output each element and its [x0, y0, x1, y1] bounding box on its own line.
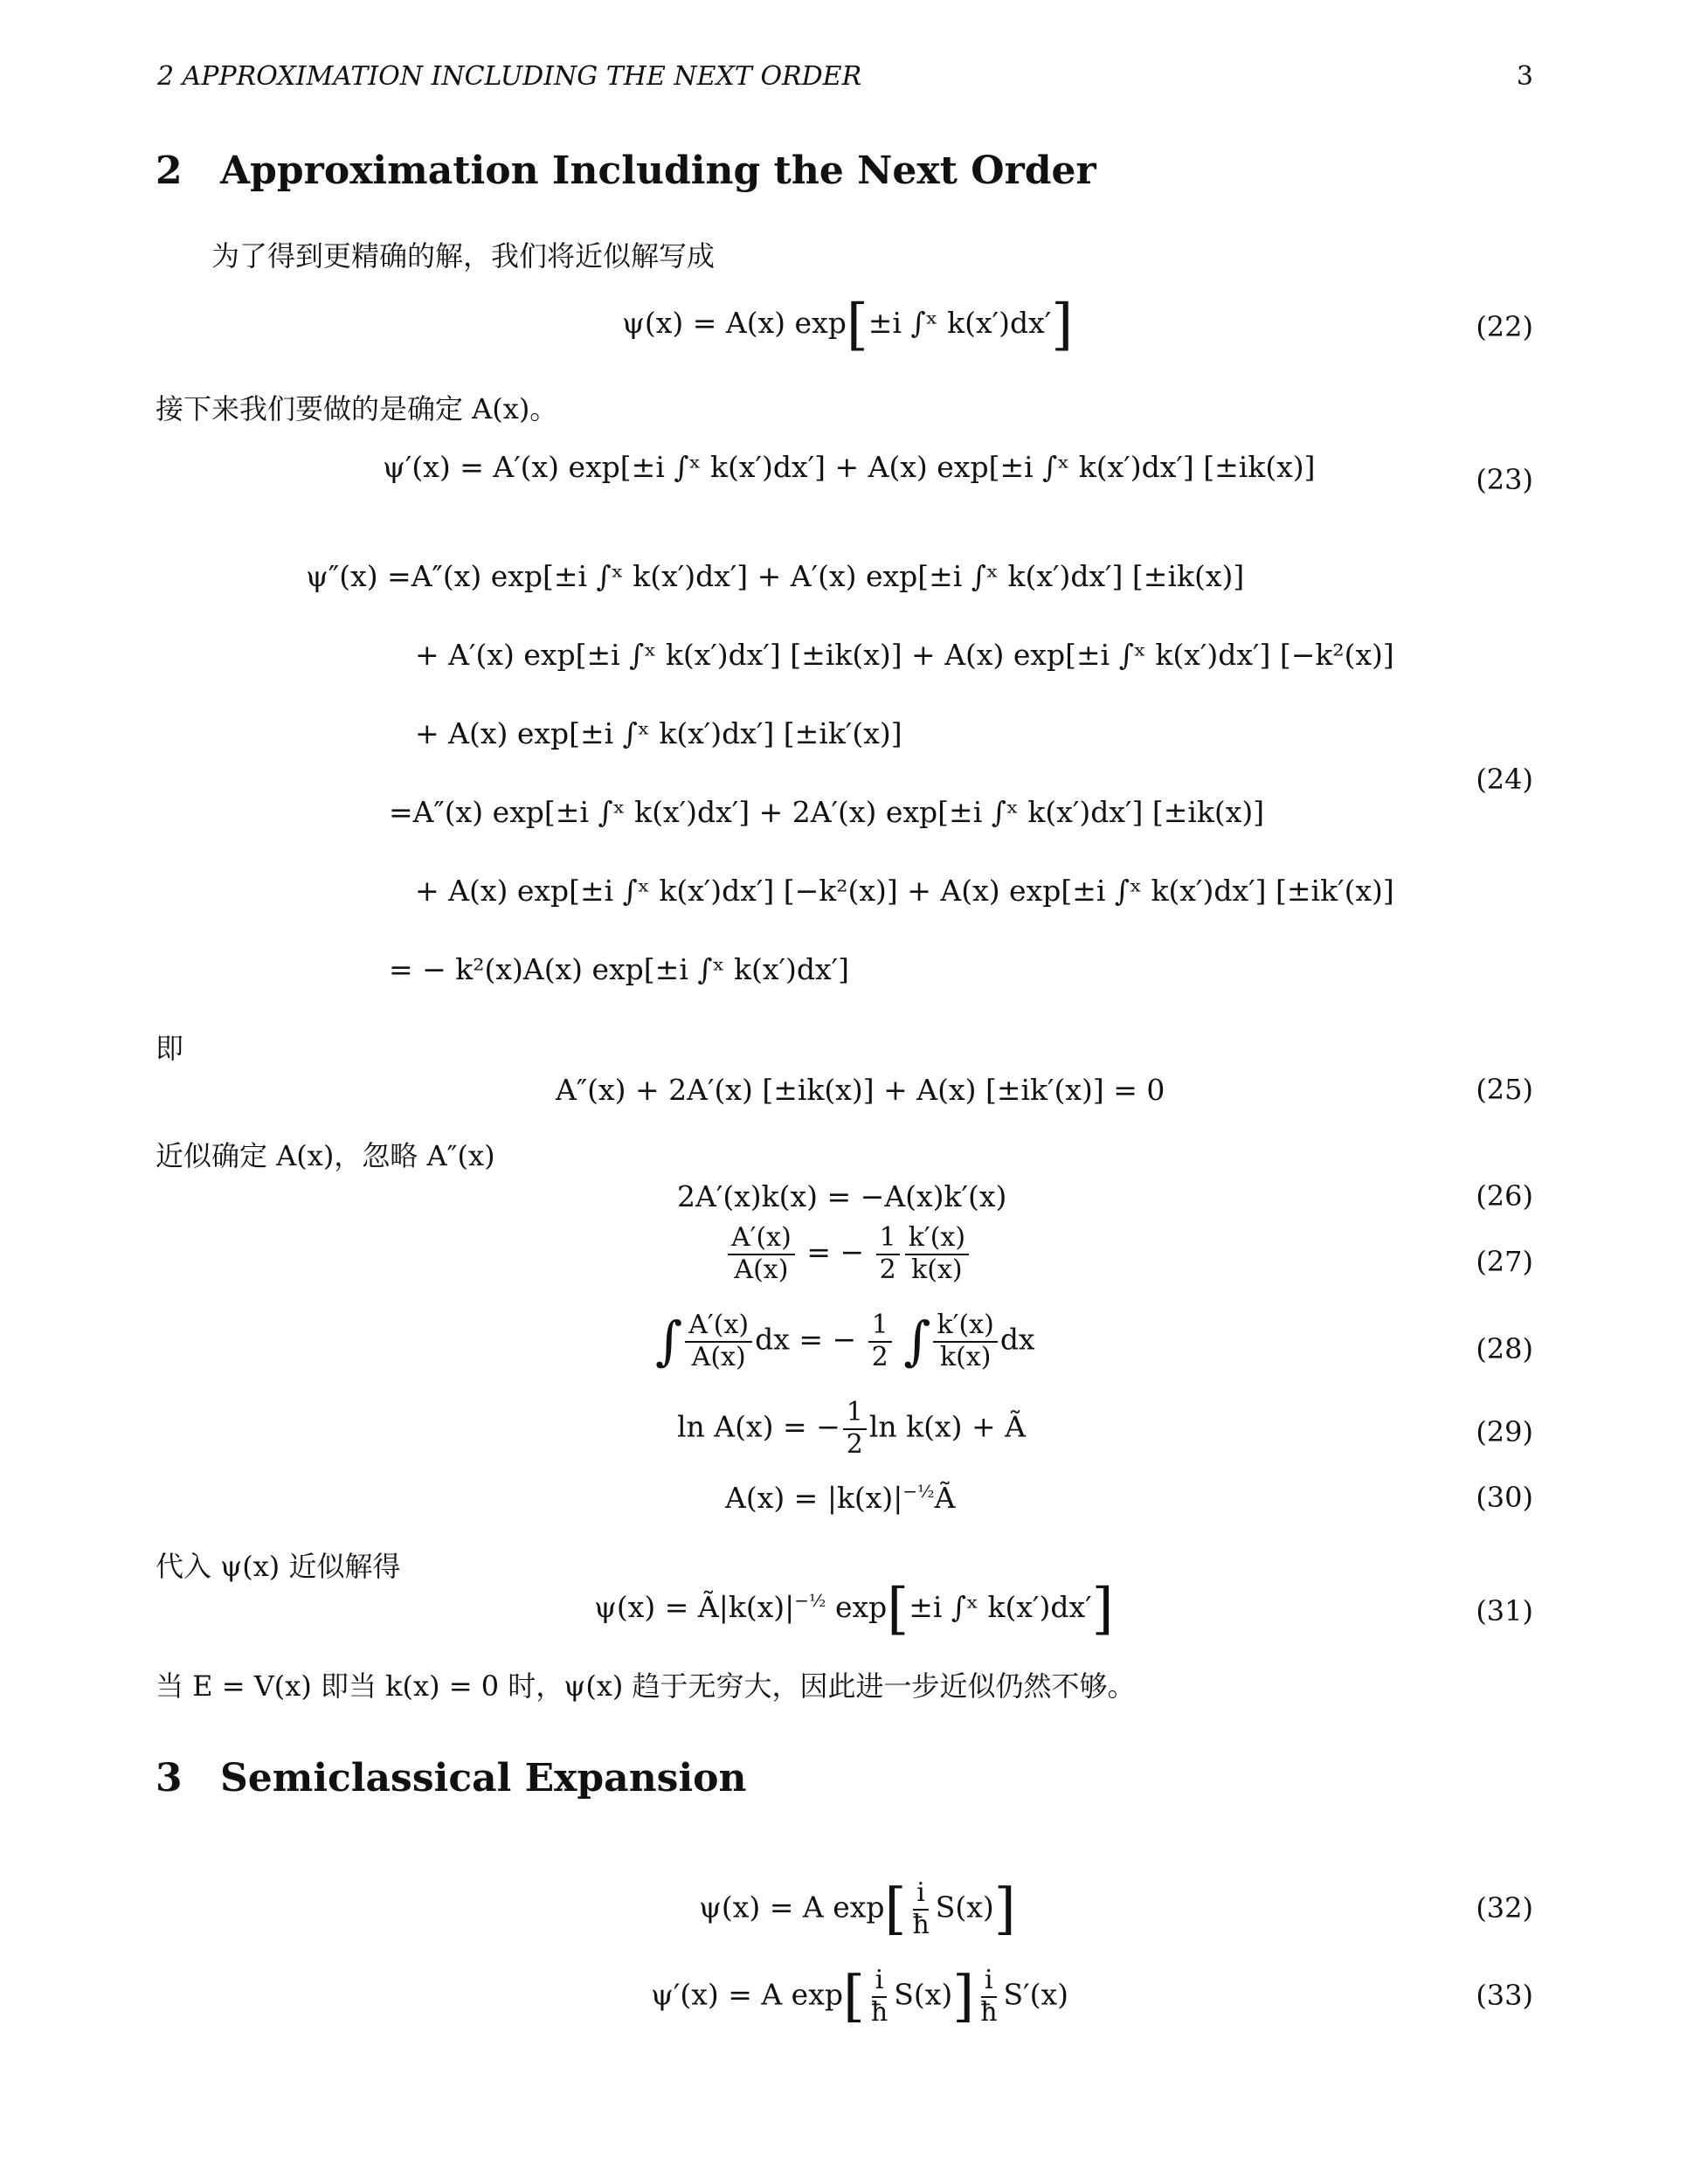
- equation-28: ∫ $\frac{A'(x)}{A(x)}$ dx = − $\frac{1}{2}$ ∫ $\frac{k'(x)}{k(x)}$ dx: [655, 1310, 1035, 1372]
- equation-number: (30): [1476, 1481, 1533, 1514]
- equation-number: (26): [1476, 1179, 1533, 1213]
- equation-number: (28): [1476, 1332, 1533, 1365]
- equation-26: 2A′(x)k(x) = −A(x)k′(x): [677, 1179, 1007, 1213]
- paragraph: 接下来我们要做的是确定 A(x)。: [156, 392, 558, 425]
- equation-27: $\frac{A'(x)}{A(x)}$ = − $\frac{1}{2}$ $\frac{k'(x)}{k(x)}$: [725, 1223, 971, 1285]
- equation-23: ψ′(x) = A′(x) exp[±i ∫ˣ k(x′)dx′] + A(x) exp[±i ∫ˣ k(x′)dx′] [±ik(x)]: [383, 450, 1316, 484]
- equation-30: $A(x) = |k(x)|^{-\frac{1}{2}}Ã$: [725, 1481, 956, 1515]
- equation-number: (31): [1476, 1594, 1533, 1628]
- equation-number: (33): [1476, 1979, 1533, 2012]
- equation-24-line-1: ψ″(x) =A″(x) exp[±i ∫ˣ k(x′)dx′] + A′(x) exp[±i ∫ˣ k(x′)dx′] [±ik(x)]: [306, 559, 1245, 593]
- equation-22: ψ(x) = A(x) exp[±i ∫ˣ k(x′)dx′]: [622, 293, 1074, 357]
- paragraph: 即: [156, 1032, 184, 1065]
- equation-33: ψ′(x) = A exp[ $\frac{i}{ħ}$ S(x)] $\frac{i}{ħ}$ S′(x): [651, 1964, 1068, 2029]
- equation-29: ln A(x) = − $\frac{1}{2}$ ln k(x) + Ã: [677, 1397, 1026, 1460]
- equation-31: $\psi(x) = Ã|k(x)|^{-\frac{1}{2}}$ exp[±i ∫ˣ k(x′)dx′]: [594, 1577, 1114, 1641]
- equation-number: (23): [1476, 463, 1533, 496]
- paragraph: 为了得到更精确的解，我们将近似解写成: [211, 239, 716, 273]
- equation-24-line-5: + A(x) exp[±i ∫ˣ k(x′)dx′] [−k²(x)] + A(x) exp[±i ∫ˣ k(x′)dx′] [±ik′(x)]: [415, 874, 1394, 908]
- equation-24-line-2: + A′(x) exp[±i ∫ˣ k(x′)dx′] [±ik(x)] + A(x) exp[±i ∫ˣ k(x′)dx′] [−k²(x)]: [415, 638, 1394, 672]
- running-header: 2 APPROXIMATION INCLUDING THE NEXT ORDER: [157, 61, 862, 92]
- page-number: 3: [1516, 61, 1533, 92]
- section-heading-2: [156, 149, 1096, 193]
- section-number: 2: [156, 149, 183, 193]
- equation-number: (27): [1476, 1245, 1533, 1278]
- section-title: Semiclassical Expansion: [220, 1756, 747, 1800]
- paragraph: 当 E = V(x) 即当 k(x) = 0 时，ψ(x) 趋于无穷大，因此进一步近似仍然不够。: [156, 1669, 1136, 1703]
- section-number: 3: [156, 1756, 183, 1800]
- equation-number: (29): [1476, 1415, 1533, 1448]
- paragraph: 近似确定 A(x)，忽略 A″(x): [156, 1139, 495, 1172]
- equation-24-line-3: + A(x) exp[±i ∫ˣ k(x′)dx′] [±ik′(x)]: [415, 716, 902, 750]
- section-title: Approximation Including the Next Order: [220, 149, 1096, 193]
- equation-number: (25): [1476, 1073, 1533, 1106]
- paragraph: 代入 ψ(x) 近似解得: [156, 1550, 401, 1583]
- equation-24-line-4: =A″(x) exp[±i ∫ˣ k(x′)dx′] + 2A′(x) exp[±i ∫ˣ k(x′)dx′] [±ik(x)]: [389, 795, 1265, 829]
- equation-number: (24): [1476, 763, 1533, 796]
- section-heading-3: [156, 1756, 747, 1800]
- equation-25: A″(x) + 2A′(x) [±ik(x)] + A(x) [±ik′(x)] = 0: [556, 1073, 1165, 1107]
- equation-24-line-6: = − k²(x)A(x) exp[±i ∫ˣ k(x′)dx′]: [389, 952, 850, 986]
- equation-32: ψ(x) = A exp[ $\frac{i}{ħ}$ S(x)]: [699, 1876, 1016, 1942]
- equation-number: (22): [1476, 310, 1533, 343]
- equation-number: (32): [1476, 1891, 1533, 1925]
